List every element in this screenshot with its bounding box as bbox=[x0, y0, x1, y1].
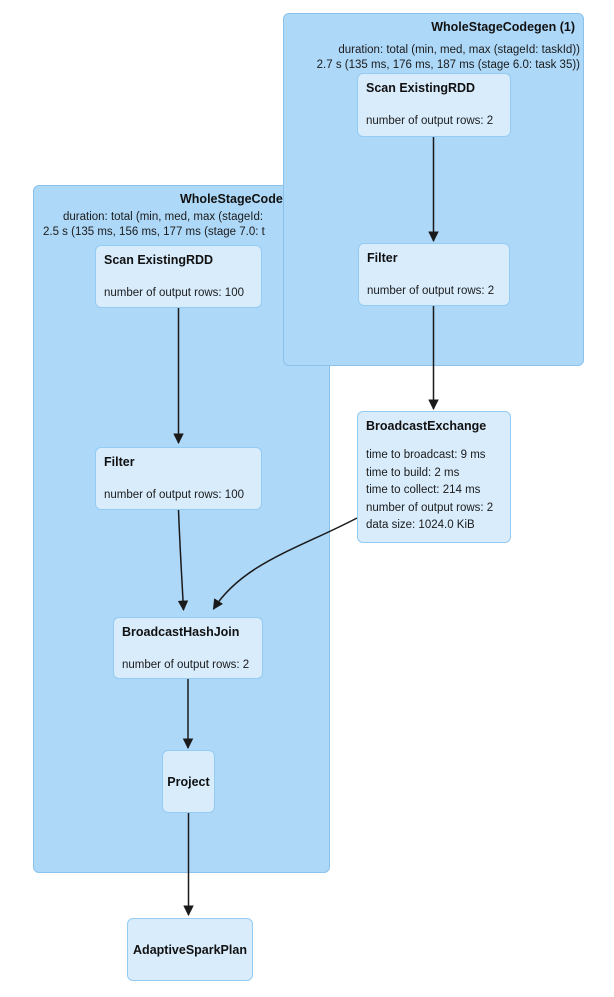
node-metrics bbox=[366, 447, 502, 535]
cluster-title: WholeStageCodegen (1) bbox=[431, 20, 575, 34]
node-title: Filter bbox=[367, 251, 398, 265]
node-metric: number of output rows: 100 bbox=[104, 489, 244, 501]
cluster-duration-label: duration: total (min, med, max (stageId: taskId)) bbox=[338, 44, 580, 56]
cluster-title: WholeStageCode bbox=[180, 192, 283, 206]
node-title: Project bbox=[167, 774, 210, 789]
node-filter-2[interactable] bbox=[95, 447, 262, 510]
node-metric: number of output rows: 100 bbox=[104, 287, 244, 299]
cluster-duration-value: 2.7 s (135 ms, 176 ms, 187 ms (stage 6.0: task 35)) bbox=[316, 58, 580, 71]
node-scan-existingrdd-2[interactable] bbox=[95, 245, 262, 308]
node-metric: time to build: 2 ms bbox=[366, 466, 460, 479]
node-adaptivesparkplan[interactable] bbox=[127, 918, 253, 981]
node-metric: number of output rows: 2 bbox=[367, 285, 495, 297]
node-title: AdaptiveSparkPlan bbox=[133, 942, 247, 957]
node-metric: number of output rows: 2 bbox=[366, 501, 494, 514]
node-metric: number of output rows: 2 bbox=[122, 659, 250, 671]
node-project[interactable] bbox=[162, 750, 215, 813]
node-scan-existingrdd-1[interactable] bbox=[357, 73, 511, 137]
node-metric: data size: 1024.0 KiB bbox=[366, 519, 475, 531]
cluster-duration-label: duration: total (min, med, max (stageId: bbox=[63, 211, 264, 223]
edge-filter2-to-broadcasthashjoin bbox=[179, 510, 184, 610]
cluster-duration-value: 2.5 s (135 ms, 156 ms, 177 ms (stage 7.0: t bbox=[43, 225, 265, 238]
node-title: BroadcastExchange bbox=[366, 419, 487, 433]
node-title: Scan ExistingRDD bbox=[366, 81, 476, 95]
edge-broadcastexchange-to-broadcasthashjoin bbox=[214, 518, 358, 609]
node-metric: time to collect: 214 ms bbox=[366, 484, 481, 496]
node-title: BroadcastHashJoin bbox=[122, 625, 240, 639]
node-metric: time to broadcast: 9 ms bbox=[366, 449, 486, 461]
node-metric: number of output rows: 2 bbox=[366, 115, 494, 127]
node-broadcasthashjoin[interactable] bbox=[113, 617, 263, 679]
node-broadcastexchange[interactable] bbox=[357, 411, 511, 543]
node-title: Scan ExistingRDD bbox=[104, 253, 214, 267]
node-title: Filter bbox=[104, 455, 135, 469]
node-filter-1[interactable] bbox=[358, 243, 510, 306]
